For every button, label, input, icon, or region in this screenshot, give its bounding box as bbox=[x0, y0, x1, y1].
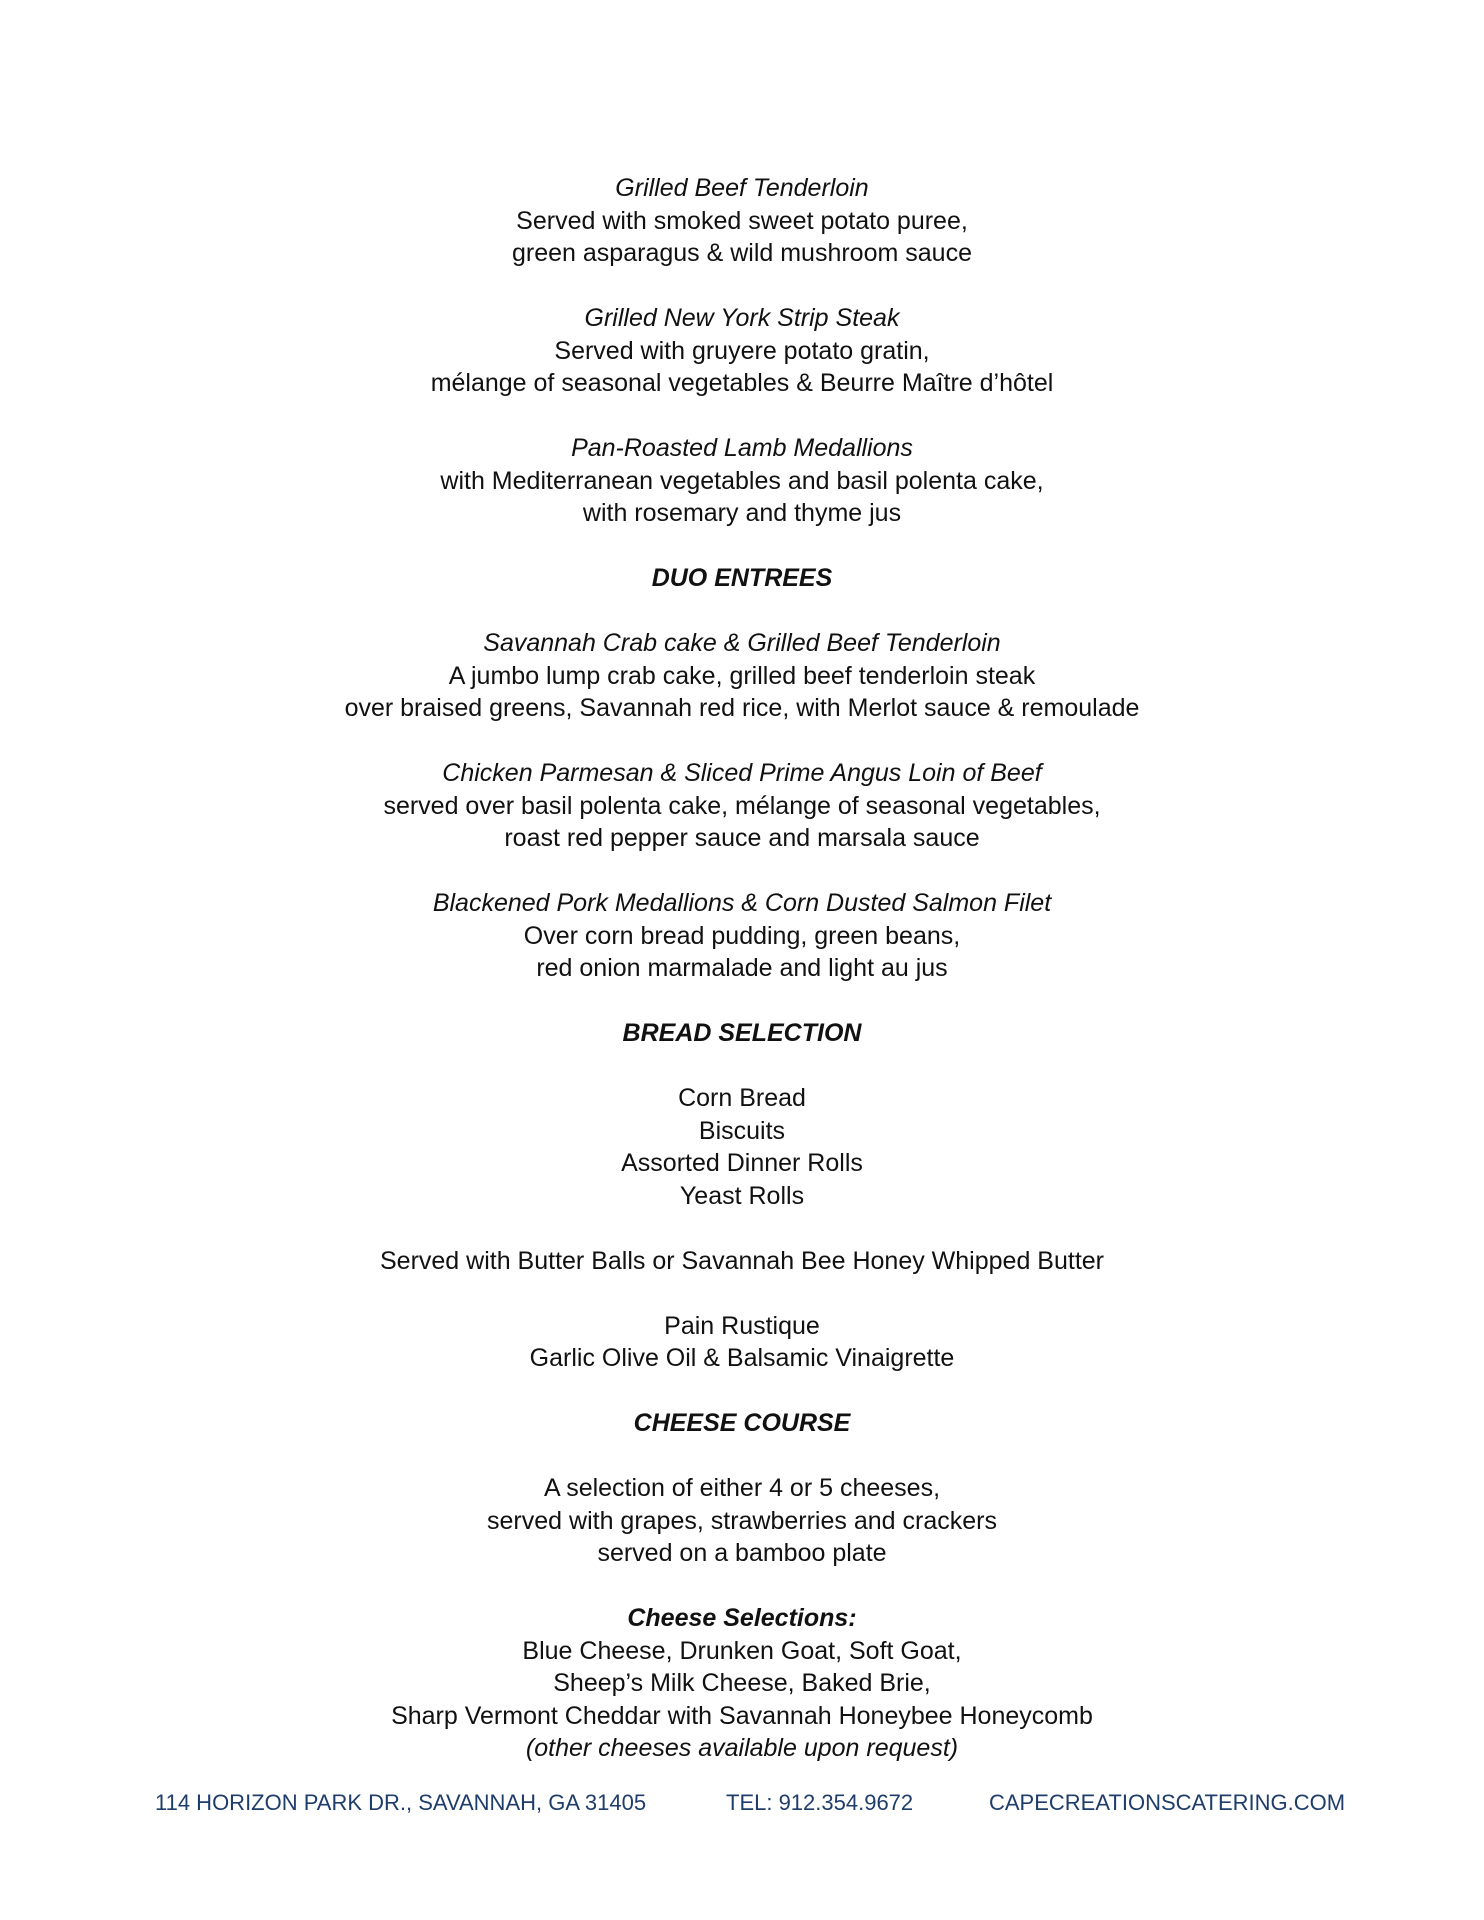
cheese-description: served with grapes, strawberries and crackers bbox=[487, 1506, 997, 1535]
cheese-selections-heading: Cheese Selections: bbox=[627, 1604, 857, 1632]
section-heading-cheese-course: CHEESE COURSE bbox=[633, 1409, 851, 1437]
duo-dish-name: Blackened Pork Medallions & Corn Dusted Salmon Filet bbox=[432, 889, 1052, 917]
bread-item: Corn Bread bbox=[678, 1084, 806, 1112]
bread-rustique: Pain Rustique bbox=[664, 1311, 820, 1340]
page-footer bbox=[0, 1790, 1484, 1820]
bread-item: Biscuits bbox=[698, 1116, 786, 1145]
section-heading-bread-selection: BREAD SELECTION bbox=[622, 1019, 862, 1047]
menu-content bbox=[0, 172, 1484, 1765]
bread-item: Yeast Rolls bbox=[679, 1181, 805, 1210]
dish-description: with rosemary and thyme jus bbox=[582, 499, 902, 527]
cheese-selection-line: Sheep’s Milk Cheese, Baked Brie, bbox=[553, 1669, 931, 1697]
cheese-selection-line: Blue Cheese, Drunken Goat, Soft Goat, bbox=[522, 1636, 962, 1665]
dish-description: Served with smoked sweet potato puree, bbox=[516, 206, 968, 235]
cheese-selection-line: Sharp Vermont Cheddar with Savannah Honeybee Honeycomb bbox=[391, 1701, 1093, 1730]
spacer bbox=[0, 530, 1484, 563]
spacer bbox=[0, 595, 1484, 628]
spacer bbox=[0, 1570, 1484, 1603]
duo-dish-description: roast red pepper sauce and marsala sauce bbox=[504, 824, 980, 852]
cheese-description: A selection of either 4 or 5 cheeses, bbox=[543, 1474, 941, 1502]
dish-description: mélange of seasonal vegetables & Beurre Maître d’hôtel bbox=[430, 369, 1054, 397]
spacer bbox=[0, 270, 1484, 303]
dish-description: Served with gruyere potato gratin, bbox=[554, 336, 930, 365]
footer-website: CAPECREATIONSCATERING.COM bbox=[989, 1790, 1346, 1815]
spacer bbox=[0, 855, 1484, 888]
bread-item: Assorted Dinner Rolls bbox=[621, 1149, 863, 1177]
cheese-note: (other cheeses available upon request) bbox=[525, 1734, 959, 1762]
spacer bbox=[0, 1440, 1484, 1473]
dish-name: Grilled New York Strip Steak bbox=[584, 304, 900, 332]
duo-dish-description: Over corn bread pudding, green beans, bbox=[523, 921, 961, 950]
spacer bbox=[0, 725, 1484, 758]
footer-address: 114 HORIZON PARK DR., SAVANNAH, GA 31405 bbox=[155, 1790, 647, 1815]
spacer bbox=[0, 1050, 1484, 1083]
duo-dish-name: Savannah Crab cake & Grilled Beef Tenderloin bbox=[483, 629, 1001, 657]
spacer bbox=[0, 1375, 1484, 1408]
section-heading-duo-entrees: DUO ENTREES bbox=[651, 564, 833, 592]
spacer bbox=[0, 1212, 1484, 1245]
duo-dish-description: served over basil polenta cake, mélange of seasonal vegetables, bbox=[383, 791, 1101, 820]
spacer bbox=[0, 400, 1484, 433]
dish-name: Grilled Beef Tenderloin bbox=[615, 174, 869, 202]
duo-dish-description: red onion marmalade and light au jus bbox=[536, 954, 948, 982]
bread-vinaigrette: Garlic Olive Oil & Balsamic Vinaigrette bbox=[529, 1344, 955, 1372]
duo-dish-name: Chicken Parmesan & Sliced Prime Angus Loin of Beef bbox=[442, 759, 1042, 787]
footer-phone: TEL: 912.354.9672 bbox=[726, 1790, 914, 1815]
dish-description: with Mediterranean vegetables and basil polenta cake, bbox=[440, 466, 1044, 495]
butter-note: Served with Butter Balls or Savannah Bee Honey Whipped Butter bbox=[379, 1246, 1104, 1275]
dish-description: green asparagus & wild mushroom sauce bbox=[512, 239, 972, 267]
cheese-description: served on a bamboo plate bbox=[597, 1539, 887, 1567]
dish-name: Pan-Roasted Lamb Medallions bbox=[571, 434, 913, 462]
duo-dish-description: over braised greens, Savannah red rice, with Merlot sauce & remoulade bbox=[344, 694, 1140, 722]
duo-dish-description: A jumbo lump crab cake, grilled beef tenderloin steak bbox=[448, 661, 1036, 690]
spacer bbox=[0, 1277, 1484, 1310]
spacer bbox=[0, 985, 1484, 1018]
